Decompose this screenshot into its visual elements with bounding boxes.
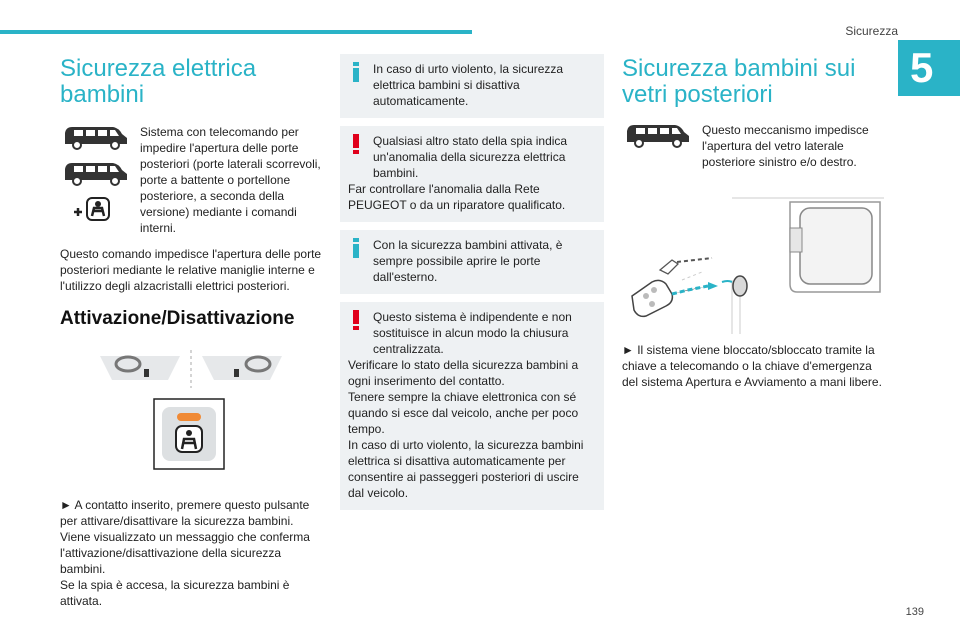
warning-icon [353,134,367,154]
note-text: Qualsiasi altro stato della spia indica un'anomalia della sicurezza elettrica bambini. [373,134,568,180]
page-number: 139 [905,606,924,618]
header-accent-bar [0,30,472,34]
warning-note [340,302,604,510]
intro-text: Questo meccanismo impedisce l'apertura del vetro laterale posteriore sinistro e/o destro. [702,123,869,169]
column-rear-window-lock [622,54,884,390]
van-side-icon [625,122,691,148]
steering-wheel-button-illustration [60,344,322,484]
instructions [60,497,322,609]
intro-text: Sistema con telecomando per impedire l'apertura delle porte posteriori (porte laterali scorrevoli, porte a battente o portellone posteriore, a seconda della versione) mediante i comandi interni. [140,125,321,235]
subheading-activation: Attivazione/Disattivazione [60,308,295,329]
note-text: Questo sistema è indipendente e non sostituisce in alcun modo la chiusura centralizzata. [373,310,572,356]
intro-block [60,124,322,236]
vehicle-icons [60,124,132,236]
instruction-line: ► A contatto inserito, premere questo pulsante per attivare/disattivare la sicurezza bambini. [60,498,310,528]
info-icon [353,238,367,258]
warning-icon [353,310,367,330]
title-electric-child-lock: Sicurezza elettrica bambini [60,55,257,108]
body-text: Questo comando impedisce l'apertura delle porte posteriori mediante le relative maniglie interne e l'utilizzo degli alzacristalli elettrici posteriori. [60,247,322,293]
note-text: In caso di urto violento, la sicurezza elettrica bambini si disattiva automaticamente. [373,62,564,108]
column-notes [340,54,604,518]
van-rear-door-icon [63,160,129,186]
instruction-line: Viene visualizzato un messaggio che conferma l'attivazione/disattivazione della sicurezza bambini. [60,530,310,576]
note-text: Tenere sempre la chiave elettronica con sé quando si esce dal veicolo, anche per poco tempo. [348,390,579,436]
instruction-line: Se la spia è accesa, la sicurezza bambini è attivata. [60,578,290,608]
plus-child-lock-icon [72,196,112,222]
chapter-tab: 5 [898,40,960,96]
dashboard-illustration [60,344,322,484]
info-note [340,230,604,294]
vehicle-icons [622,122,694,170]
key-lock-illustration [622,184,884,334]
note-text: In caso di urto violento, la sicurezza bambini elettrica si disattiva automaticamente per consentire ai passeggeri posteriori di uscire dal veicolo. [348,438,584,500]
info-icon [353,62,367,82]
section-title: Sicurezza [845,24,898,38]
window-key-lock-illustration [622,184,884,334]
title-rear-window-lock: Sicurezza bambini sui vetri posteriori [622,55,856,108]
intro-block [622,122,884,170]
note-text: Verificare lo stato della sicurezza bambini a ogni inserimento del contatto. [348,358,579,388]
van-side-icon [63,124,129,150]
body-text: ► Il sistema viene bloccato/sbloccato tramite la chiave a telecomando o la chiave d'emergenza del sistema Apertura e Avviamento a mani libere. [622,343,882,389]
note-text: Con la sicurezza bambini attivata, è sempre possibile aprire le porte dall'esterno. [373,238,563,284]
info-note [340,54,604,118]
column-electric-child-lock [60,54,322,609]
note-text: Far controllare l'anomalia dalla Rete PEUGEOT o da un riparatore qualificato. [348,182,566,212]
warning-note [340,126,604,222]
